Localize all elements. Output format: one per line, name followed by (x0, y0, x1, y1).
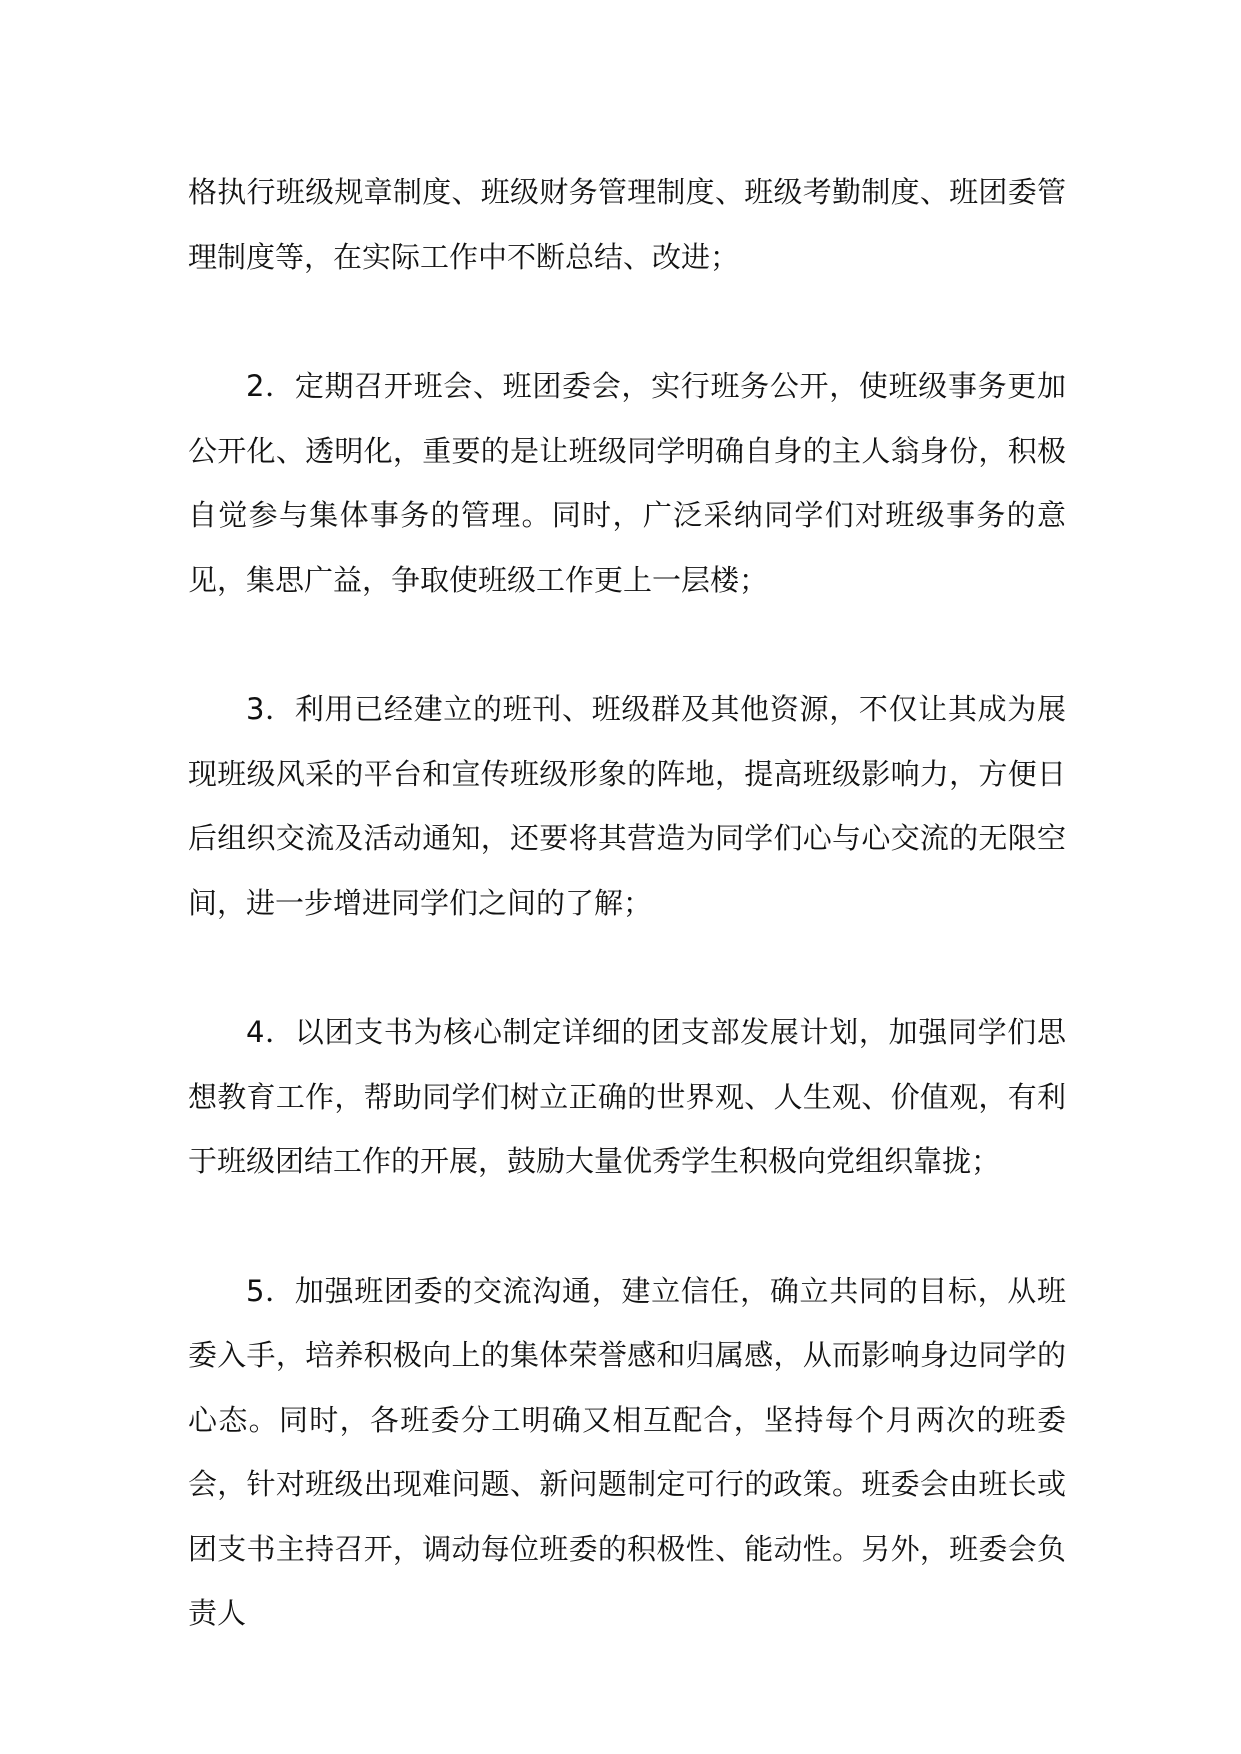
paragraph-item-2: 2．定期召开班会、班团委会，实行班务公开，使班级事务更加公开化、透明化，重要的是让班级同学明确自身的主人翁身份，积极自觉参与集体事务的管理。同时，广泛采纳同学们对班级事务的意见，集思广益，争取使班级工作更上一层楼； (188, 369, 1066, 597)
paragraph-gap (188, 1194, 1066, 1259)
paragraph-continued: 格执行班级规章制度、班级财务管理制度、班级考勤制度、班团委管理制度等，在实际工作中不断总结、改进； (188, 175, 1066, 274)
document-page (188, 160, 1066, 1646)
paragraph-gap (188, 612, 1066, 677)
paragraph-gap (188, 289, 1066, 354)
paragraph-item-5: 5．加强班团委的交流沟通，建立信任，确立共同的目标，从班委入手，培养积极向上的集体荣誉感和归属感，从而影响身边同学的心态。同时，各班委分工明确又相互配合，坚持每个月两次的班委会，针对班级出现难问题、新问题制定可行的政策。班委会由班长或团支书主持召开，调动每位班委的积极性、能动性。另外，班委会负责人 (188, 1273, 1066, 1630)
paragraph-item-3: 3．利用已经建立的班刊、班级群及其他资源，不仅让其成为展现班级风采的平台和宣传班级形象的阵地，提高班级影响力，方便日后组织交流及活动通知，还要将其营造为同学们心与心交流的无限空间，进一步增进同学们之间的了解； (188, 692, 1066, 920)
paragraph-gap (188, 935, 1066, 1000)
paragraph-item-4: 4．以团支书为核心制定详细的团支部发展计划，加强同学们思想教育工作，帮助同学们树立正确的世界观、人生观、价值观，有利于班级团结工作的开展，鼓励大量优秀学生积极向党组织靠拢； (188, 1015, 1066, 1178)
